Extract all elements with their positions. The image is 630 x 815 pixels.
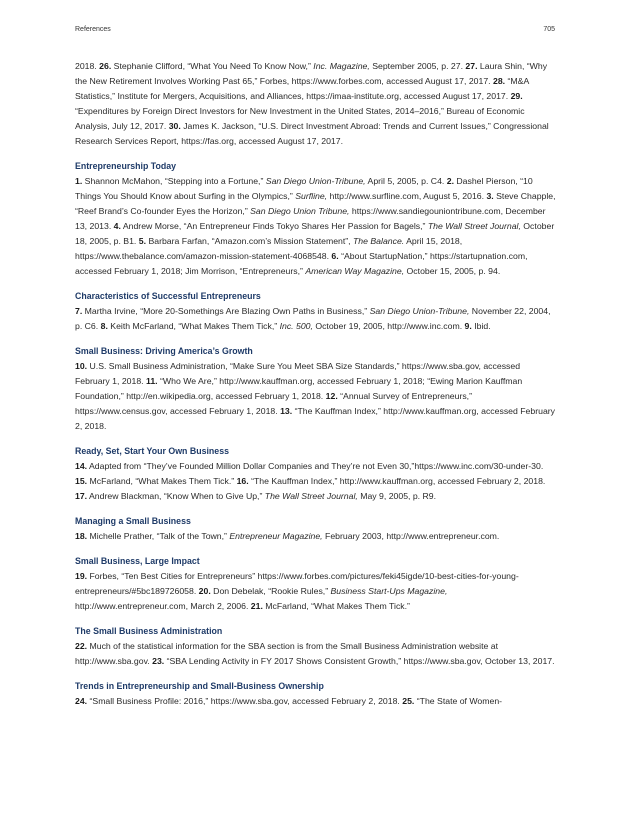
reference-number: 22. — [75, 641, 88, 651]
reference-text: “SBA Lending Activity in FY 2017 Shows Consistent Growth,” https://www.sba.gov, October 13, 2017. — [166, 656, 555, 666]
reference-entry — [75, 61, 97, 71]
section-heading: The Small Business Administration — [75, 626, 223, 636]
reference-text: November 22, 2004, p. C6. — [75, 306, 551, 331]
reference-number: 5. — [138, 236, 147, 246]
section-heading: Small Business: Driving America’s Growth — [75, 346, 253, 356]
reference-number: 27. — [465, 61, 478, 71]
reference-text: Shannon McMahon, “Stepping into a Fortune,” — [84, 176, 266, 186]
reference-number: 8. — [100, 321, 108, 331]
reference-number: 13. — [280, 406, 293, 416]
reference-paragraph — [75, 174, 557, 279]
reference-text: https://www.sandiegouniontribune.com, December 13, 2013. — [75, 206, 546, 231]
publication-title: The Balance. — [353, 236, 405, 246]
section-heading: Trends in Entrepreneurship and Small-Business Ownership — [75, 681, 324, 691]
reference-number: 25. — [402, 696, 415, 706]
publication-title: Inc. 500, — [279, 321, 313, 331]
reference-entry — [75, 531, 499, 541]
reference-text: http://www.entrepreneur.com, March 2, 2006. — [75, 601, 249, 611]
reference-text: Dashel Pierson, “10 Things You Should Know about Surfing in the Olympics,” — [75, 176, 533, 201]
publication-title: San Diego Union-Tribune, — [369, 306, 470, 316]
reference-text: “Annual Survey of Entrepreneurs,” https://www.census.gov, accessed February 1, 2018. — [75, 391, 472, 416]
reference-text: Laura Shin, “Why the New Retirement Involves Working Past 65,” Forbes, https://www.forbes.com, accessed August 17, 2017. — [75, 61, 548, 86]
reference-text: Andrew Morse, “An Entrepreneur Finds Tokyo Shares Her Passion for Bagels,” — [122, 221, 428, 231]
reference-text: “Small Business Profile: 2016,” https://www.sba.gov, accessed February 2, 2018. — [89, 696, 400, 706]
reference-text: Don Debelak, “Rookie Rules,” — [213, 586, 331, 596]
reference-text: Barbara Farfan, “Amazon.com’s Mission Statement”, — [148, 236, 353, 246]
reference-entry — [152, 656, 554, 666]
reference-text: James K. Jackson, “U.S. Direct Investment Abroad: Trends and Current Issues,” Congressional Research Services Report, https://fas.org, accessed August 17, 2017. — [75, 121, 549, 146]
reference-text: “The Kauffman Index,” http://www.kauffman.org, accessed February 2, 2018. — [251, 476, 546, 486]
reference-entry — [402, 696, 502, 706]
reference-text: “About StartupNation,” https://startupnation.com, accessed February 1, 2018; Jim Morrison, “Entrepreneurs,” — [75, 251, 528, 276]
reference-entry — [101, 321, 463, 331]
publication-title: The Wall Street Journal, — [427, 221, 521, 231]
reference-text: “The Kauffman Index,” http://www.kauffman.org, accessed February 2, 2018. — [75, 406, 556, 431]
reference-paragraph — [75, 359, 557, 434]
section-heading: Managing a Small Business — [75, 516, 191, 526]
section-heading: Characteristics of Successful Entrepreneurs — [75, 291, 261, 301]
reference-number: 14. — [75, 461, 88, 471]
reference-text: September 2005, p. 27. — [369, 61, 463, 71]
reference-number: 30. — [168, 121, 181, 131]
reference-entry — [75, 696, 400, 706]
publication-title: The Wall Street Journal, — [264, 491, 358, 501]
reference-text: April 5, 2005, p. C4. — [365, 176, 445, 186]
reference-number: 2. — [446, 176, 454, 186]
publication-title: American Way Magazine, — [305, 266, 405, 276]
reference-text: Stephanie Clifford, “What You Need To Know Now,” — [113, 61, 314, 71]
reference-text: 2018. — [75, 61, 97, 71]
reference-number: 24. — [75, 696, 88, 706]
publication-title: San Diego Union Tribune, — [250, 206, 350, 216]
publication-title: Surfline, — [295, 191, 328, 201]
reference-number: 21. — [250, 601, 263, 611]
reference-paragraph — [75, 304, 557, 334]
reference-entry — [465, 321, 491, 331]
reference-paragraph — [75, 59, 557, 149]
reference-text: Keith McFarland, “What Makes Them Tick,” — [110, 321, 280, 331]
reference-number: 20. — [198, 586, 211, 596]
reference-text: Michelle Prather, “Talk of the Town,” — [89, 531, 230, 541]
reference-paragraph — [75, 694, 557, 709]
references-body — [75, 59, 557, 709]
reference-text: “M&A Statistics,” Institute for Mergers, Acquisitions, and Alliances, https://imaa-institute.org, accessed August 17, 2017. — [75, 76, 529, 101]
reference-number: 23. — [152, 656, 165, 666]
publication-title: San Diego Union-Tribune, — [265, 176, 366, 186]
reference-number: 18. — [75, 531, 88, 541]
reference-number: 29. — [510, 91, 523, 101]
reference-number: 3. — [486, 191, 494, 201]
reference-number: 16. — [236, 476, 249, 486]
reference-number: 10. — [75, 361, 88, 371]
reference-entry — [251, 601, 410, 611]
reference-text: Martha Irvine, “More 20-Somethings Are Blazing Own Paths in Business,” — [84, 306, 370, 316]
reference-entry — [75, 476, 234, 486]
section-heading: Small Business, Large Impact — [75, 556, 200, 566]
reference-text: http://www.surfline.com, August 5, 2016. — [327, 191, 485, 201]
reference-number: 11. — [146, 376, 158, 386]
reference-entry — [75, 176, 444, 186]
publication-title: Entrepreneur Magazine, — [229, 531, 323, 541]
running-head — [75, 26, 555, 36]
reference-text: U.S. Small Business Administration, “Make Sure You Meet SBA Size Standards,” https://www.sba.gov, accessed February 1, 2018. — [75, 361, 521, 386]
reference-text: Ibid. — [474, 321, 491, 331]
reference-number: 15. — [75, 476, 88, 486]
reference-entry — [99, 61, 463, 71]
reference-text: Andrew Blackman, “Know When to Give Up,” — [89, 491, 265, 501]
reference-text: McFarland, “What Makes Them Tick.” — [265, 601, 410, 611]
reference-entry — [75, 461, 543, 471]
page-number: 705 — [543, 26, 555, 33]
reference-paragraph — [75, 569, 557, 614]
reference-text: Forbes, “Ten Best Cities for Entrepreneurs” https://www.forbes.com/pictures/feki45igde/10-best-cities-for-young-entrepreneurs/#5bc189726058. — [75, 571, 519, 596]
publication-title: Business Start-Ups Magazine, — [330, 586, 448, 596]
section-heading: Entrepreneurship Today — [75, 161, 177, 171]
reference-text: “Expenditures by Foreign Direct Investors for New Investment in the United States, 2014–2016,” Bureau of Economic Analysis, July 12, 2017. — [75, 106, 525, 131]
reference-text: “Who We Are,” http://www.kauffman.org, accessed February 1, 2018; “Ewing Marion Kauffman Foundation,” http://en.wikipedia.org, accessed February 1, 2018. — [75, 376, 523, 401]
publication-title: Inc. Magazine, — [313, 61, 370, 71]
reference-entry — [75, 491, 436, 501]
reference-text: “The State of Women- — [416, 696, 503, 706]
reference-text: May 9, 2005, p. R9. — [357, 491, 437, 501]
reference-text: October 19, 2005, http://www.inc.com. — [312, 321, 463, 331]
reference-number: 1. — [75, 176, 83, 186]
reference-number: 7. — [75, 306, 83, 316]
reference-text: Steve Chapple, “Reef Brand’s Co-founder Eyes the Horizon,” — [75, 191, 556, 216]
reference-text: McFarland, “What Makes Them Tick.” — [89, 476, 235, 486]
reference-text: Much of the statistical information for the SBA section is from the Small Business Administration website at http://www.sba.gov. — [75, 641, 498, 666]
reference-text: April 15, 2018, https://www.thebalance.com/amazon-mission-statement-4068548. — [75, 236, 463, 261]
reference-number: 17. — [75, 491, 88, 501]
reference-paragraph — [75, 459, 557, 504]
reference-paragraph — [75, 639, 557, 669]
reference-number: 28. — [493, 76, 506, 86]
reference-number: 26. — [99, 61, 112, 71]
reference-number: 6. — [331, 251, 339, 261]
reference-text: Adapted from “They’ve Founded Million Dollar Companies and They’re not Even 30,”https://www.inc.com/30-under-30. — [89, 461, 544, 471]
reference-text: February 2003, http://www.entrepreneur.com. — [322, 531, 500, 541]
reference-text: October 18, 2005, p. B1. — [75, 221, 555, 246]
running-head-title: References — [75, 26, 111, 33]
reference-paragraph — [75, 529, 557, 544]
section-heading: Ready, Set, Start Your Own Business — [75, 446, 229, 456]
reference-number: 9. — [464, 321, 472, 331]
reference-number: 12. — [325, 391, 338, 401]
reference-number: 4. — [113, 221, 121, 231]
reference-text: October 15, 2005, p. 94. — [404, 266, 501, 276]
reference-entry — [237, 476, 546, 486]
reference-number: 19. — [75, 571, 88, 581]
